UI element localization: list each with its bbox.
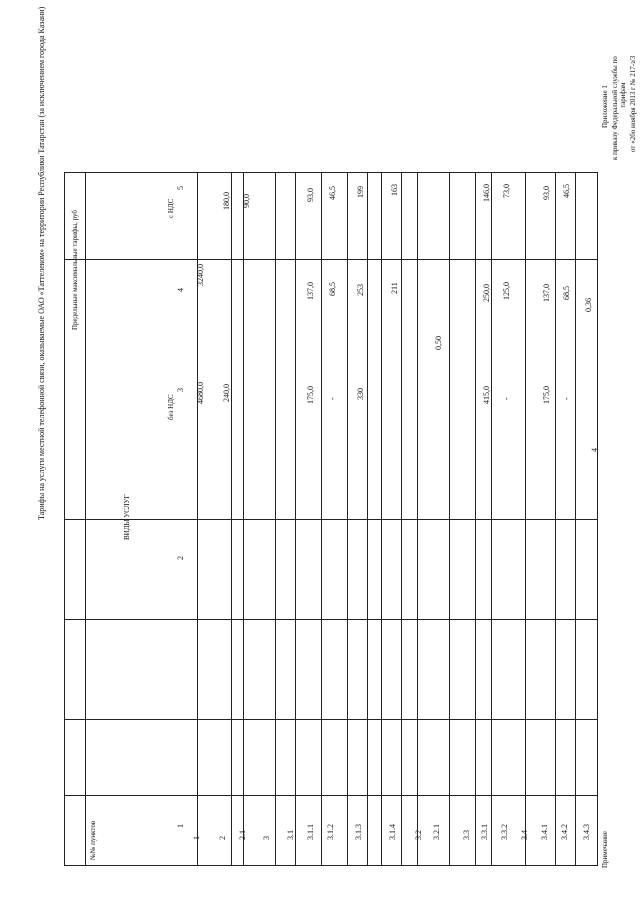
row-number: 3.2.1 xyxy=(432,824,441,840)
row-number: 3.3.2 xyxy=(500,824,509,840)
tariff-value: 253 xyxy=(356,284,365,296)
col-header-services: ВИДЫ УСЛУГ xyxy=(123,494,131,540)
tariff-value: 199 xyxy=(356,186,365,198)
tariff-value: 137,0 xyxy=(542,284,551,302)
row-number: 3.2 xyxy=(414,830,423,840)
tariff-value: 146,0 xyxy=(482,184,491,202)
row-number: 2 xyxy=(218,836,227,840)
tariff-value: 175,0 xyxy=(542,386,551,404)
tariff-value: 46,5 xyxy=(328,186,337,200)
row-number: 1 xyxy=(192,836,201,840)
tariff-value: 73,0 xyxy=(502,184,511,198)
col-number-1: 1 xyxy=(176,824,185,828)
tariff-value: 330 xyxy=(356,388,365,400)
tariff-value: 180,0 xyxy=(222,192,231,210)
tariff-value: 240,0 xyxy=(222,384,231,402)
row-number: 3.4.3 xyxy=(582,824,591,840)
tariff-table xyxy=(64,172,598,866)
tariff-value: 93,0 xyxy=(542,186,551,200)
row-number: 3.1.1 xyxy=(306,824,315,840)
tariff-value: - xyxy=(502,397,511,400)
col-number-2: 2 xyxy=(176,556,185,560)
tariff-value: 415,0 xyxy=(482,386,491,404)
tariff-value: 4680,0 xyxy=(196,382,205,404)
row-number: 3.1.4 xyxy=(388,824,397,840)
tariff-value: 90,0 xyxy=(242,194,251,208)
tariff-value: 68,5 xyxy=(328,282,337,296)
row-number: 3.1.3 xyxy=(354,824,363,840)
tariff-value: 175,0 xyxy=(306,386,315,404)
tariff-value: 93,0 xyxy=(306,188,315,202)
col-header-num: №№ пунктов xyxy=(89,820,97,860)
tariff-value: 163 xyxy=(390,184,399,196)
col-header-with-vat: с НДС xyxy=(167,198,175,218)
row-number: 3.1 xyxy=(286,830,295,840)
row-number: 3.3.1 xyxy=(480,824,489,840)
tariff-value: 0,50 xyxy=(434,336,443,350)
note-label: Примечание xyxy=(601,831,609,868)
col-header-no-vat: без НДС xyxy=(167,394,175,420)
row-number: 3.4.2 xyxy=(560,824,569,840)
col-header-tariffs: Предельные максимальные тарифы, руб xyxy=(71,210,79,330)
order-line-2: тарифам xyxy=(619,82,627,108)
tariff-value: 125,0 xyxy=(502,282,511,300)
tariff-value: 3240,0 xyxy=(196,264,205,286)
row-number: 3.1.2 xyxy=(326,824,335,840)
order-line-1: к приказу Федеральной службы по xyxy=(611,56,619,160)
page-number: 4 xyxy=(590,448,599,452)
row-number: 3 xyxy=(262,836,271,840)
row-number: 3.4.1 xyxy=(540,824,549,840)
col-number-5: 5 xyxy=(176,186,185,190)
tariff-value: - xyxy=(562,397,571,400)
order-date: от «2бо ноября 2013 г № 217-з/3 xyxy=(629,55,637,152)
col-number-3: 3 xyxy=(176,388,185,392)
tariff-value: 137,0 xyxy=(306,282,315,300)
appendix-label: Приложение 1 xyxy=(601,85,609,128)
tariff-value: 250,0 xyxy=(482,284,491,302)
page-title: Тарифы на услуги местной телефонной связи, оказываемые ОАО «Таттелеком» на территории Республики Татарстан (за исключением города Казани) xyxy=(37,6,46,520)
tariff-value: 46,5 xyxy=(562,184,571,198)
tariff-value: 0,36 xyxy=(584,298,593,312)
row-number: 3.3 xyxy=(462,830,471,840)
tariff-value: 68,5 xyxy=(562,286,571,300)
tariff-value: - xyxy=(328,397,337,400)
row-number: 2.1 xyxy=(238,830,247,840)
col-number-4: 4 xyxy=(176,288,185,292)
tariff-value: 211 xyxy=(390,282,399,294)
row-number: 3.4 xyxy=(520,830,529,840)
